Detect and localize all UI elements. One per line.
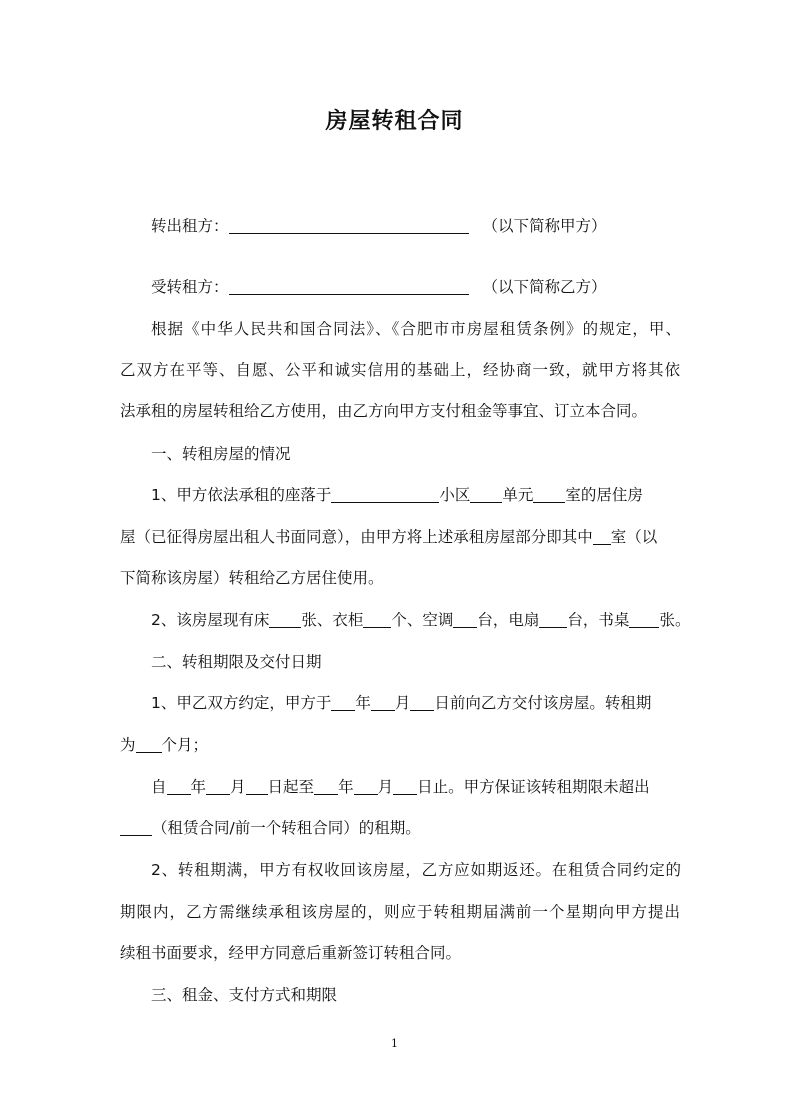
clause-2-1-text-b: 日前向乙方交付该房屋。转租期 bbox=[434, 694, 652, 712]
party-a-label: 转出租方： bbox=[151, 217, 229, 235]
preamble-line-1: 根据《中华人民共和国合同法》、《合肥市市房屋租赁条例》的规定，甲、 bbox=[151, 320, 681, 338]
fan-count-blank[interactable] bbox=[539, 610, 567, 628]
clause-1-1-line-2 bbox=[120, 526, 680, 548]
clause-1-2-text-b: 张、衣柜 bbox=[301, 611, 364, 629]
room-blank[interactable] bbox=[533, 485, 565, 503]
end-month-label: 月 bbox=[377, 778, 394, 796]
subroom-blank[interactable] bbox=[593, 527, 611, 545]
desk-count-blank[interactable] bbox=[629, 610, 659, 628]
start-year-blank[interactable] bbox=[167, 777, 191, 795]
delivery-month-blank[interactable] bbox=[371, 693, 395, 711]
preamble-line-2: 乙双方在平等、自愿、公平和诚实信用的基础上，经协商一致，就甲方将其依 bbox=[120, 361, 680, 379]
start-month-blank[interactable] bbox=[206, 777, 230, 795]
clause-2-1-line-3 bbox=[151, 776, 681, 798]
clause-2-1-text-a: 1、甲乙双方约定，甲方于 bbox=[151, 694, 332, 712]
party-b-note: （以下简称乙方） bbox=[482, 278, 607, 296]
year-label: 年 bbox=[355, 694, 371, 712]
clause-1-1-line-3: 下简称该房屋）转租给乙方居住使用。 bbox=[120, 569, 384, 587]
clause-2-1-line-4 bbox=[120, 817, 680, 839]
clause-2-2-line-2: 期限内，乙方需继续承租该房屋的，则应于转租期届满前一个星期向甲方提出 bbox=[120, 903, 680, 921]
delivery-day-blank[interactable] bbox=[410, 693, 434, 711]
party-a-note: （以下简称甲方） bbox=[482, 217, 607, 235]
clause-1-1-text-b: 小区 bbox=[439, 486, 471, 504]
clause-2-2-line-3: 续租书面要求，经甲方同意后重新签订转租合同。 bbox=[120, 944, 462, 962]
party-b-blank[interactable] bbox=[229, 277, 469, 295]
lease-reference-blank[interactable] bbox=[120, 818, 152, 836]
clause-1-2-line bbox=[151, 609, 691, 631]
clause-1-1-text-c: 单元 bbox=[502, 486, 534, 504]
end-month-blank[interactable] bbox=[354, 777, 378, 795]
clause-1-2-text-c: 个、空调 bbox=[391, 611, 454, 629]
start-month-label: 月 bbox=[230, 778, 246, 796]
page-title: 房屋转租合同 bbox=[325, 108, 464, 134]
clause-1-1-text-a: 1、甲方依法承租的座落于 bbox=[151, 486, 332, 504]
preamble-line-3: 法承租的房屋转租给乙方使用，由乙方向甲方支付租金等事宜、订立本合同。 bbox=[120, 402, 648, 420]
clause-1-2-text-f: 张。 bbox=[659, 611, 691, 629]
clause-1-1-text-d: 室的居住房 bbox=[565, 486, 643, 504]
bed-count-blank[interactable] bbox=[269, 610, 301, 628]
end-year-blank[interactable] bbox=[314, 777, 338, 795]
end-day-blank[interactable] bbox=[393, 777, 417, 795]
clause-1-1-line-1 bbox=[151, 484, 681, 506]
delivery-year-blank[interactable] bbox=[331, 693, 355, 711]
until-label: 日起至 bbox=[267, 778, 315, 796]
section-heading-3: 三、租金、支付方式和期限 bbox=[151, 986, 338, 1004]
section-heading-1: 一、转租房屋的情况 bbox=[151, 445, 291, 463]
start-year-label: 年 bbox=[190, 778, 207, 796]
party-b-label: 受转租方： bbox=[151, 278, 229, 296]
clause-1-2-text-d: 台，电扇 bbox=[477, 611, 540, 629]
from-label: 自 bbox=[151, 778, 167, 796]
clause-2-1-text-d: （租赁合同/前一个转租合同）的租期。 bbox=[152, 819, 421, 837]
party-a-line bbox=[151, 215, 681, 237]
end-year-label: 年 bbox=[338, 778, 354, 796]
clause-1-2-text-a: 2、该房屋现有床 bbox=[151, 611, 270, 629]
clause-2-1-line-2 bbox=[120, 734, 680, 756]
party-b-line bbox=[151, 276, 681, 298]
clause-1-1-text-f: 室（以 bbox=[610, 528, 658, 546]
location-blank[interactable] bbox=[331, 485, 439, 503]
section-heading-2: 二、转租期限及交付日期 bbox=[151, 653, 322, 671]
party-a-blank[interactable] bbox=[229, 216, 469, 234]
ac-count-blank[interactable] bbox=[453, 610, 477, 628]
clause-2-1-line-1 bbox=[151, 692, 681, 714]
month-label: 月 bbox=[394, 694, 411, 712]
wardrobe-count-blank[interactable] bbox=[363, 610, 391, 628]
term-prefix: 为 bbox=[120, 736, 136, 754]
block-blank[interactable] bbox=[470, 485, 502, 503]
clause-1-2-text-e: 台，书桌 bbox=[567, 611, 630, 629]
clause-1-1-text-e: 屋（已征得房屋出租人书面同意），由甲方将上述承租房屋部分即其中 bbox=[120, 528, 593, 546]
term-suffix: 个月； bbox=[161, 736, 209, 754]
term-months-blank[interactable] bbox=[136, 735, 162, 753]
start-day-blank[interactable] bbox=[246, 777, 268, 795]
clause-2-1-text-c: 日止。甲方保证该转租期限未超出 bbox=[417, 778, 650, 796]
page-number: 1 bbox=[391, 1037, 398, 1050]
clause-2-2-line-1: 2、转租期满，甲方有权收回该房屋，乙方应如期返还。在租赁合同约定的 bbox=[151, 861, 681, 879]
